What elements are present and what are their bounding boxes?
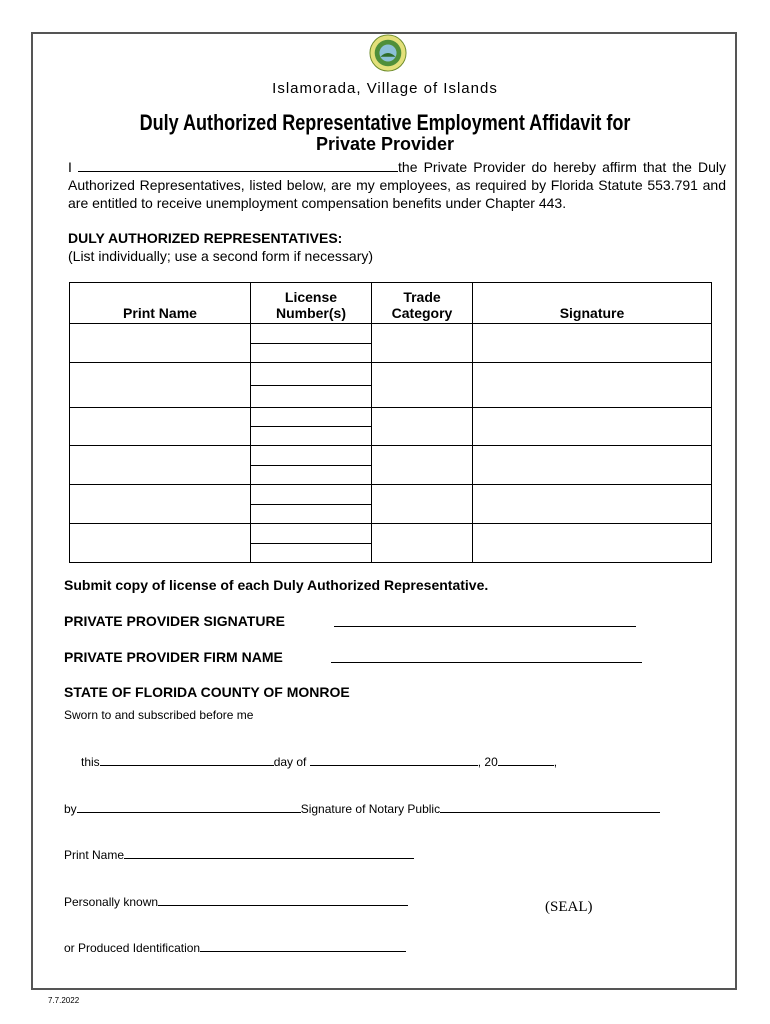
print-name-cell[interactable] [70,524,251,563]
notary-by-line [64,801,660,816]
provider-firm-field[interactable] [331,662,642,663]
table-row [70,408,712,446]
reps-heading: DULY AUTHORIZED REPRESENTATIVES: [68,230,343,246]
day-of-label: day of [273,755,307,769]
trade-cell[interactable] [372,524,473,563]
trade-cell[interactable] [372,363,473,408]
village-seal-icon [369,34,407,72]
signature-cell[interactable] [473,485,712,524]
table-row [70,446,712,485]
print-name-cell[interactable] [70,324,251,363]
col-signature: Signature [473,283,712,324]
print-name-cell[interactable] [70,485,251,524]
year-field[interactable] [498,754,554,766]
license-cell[interactable] [251,485,372,524]
print-name-line [64,847,414,862]
provider-firm-label: PRIVATE PROVIDER FIRM NAME [64,649,283,665]
month-field[interactable] [310,754,478,766]
state-county-line: STATE OF FLORIDA COUNTY OF MONROE [64,684,350,700]
produced-id-label: or Produced Identification [64,941,201,955]
year-suffix: , [553,755,558,769]
produced-id-field[interactable] [200,940,406,952]
personally-known-field[interactable] [158,894,408,906]
day-field[interactable] [100,754,274,766]
print-name-label: Print Name [64,848,125,862]
provider-signature-field[interactable] [334,626,636,627]
notary-date-line [81,754,557,769]
license-cell[interactable] [251,324,372,363]
form-title: Duly Authorized Representative Employment Affidavit for [139,110,631,135]
signature-cell[interactable] [473,524,712,563]
table-row [70,363,712,408]
personally-known-line [64,894,408,909]
signature-cell[interactable] [473,408,712,446]
license-cell[interactable] [251,363,372,408]
signature-cell[interactable] [473,446,712,485]
license-cell[interactable] [251,446,372,485]
table-row [70,524,712,563]
submit-license-note: Submit copy of license of each Duly Authorized Representative. [64,577,489,593]
table-header-row [70,283,712,324]
col-license-numbers: License Number(s) [251,283,372,324]
print-name-cell[interactable] [70,446,251,485]
signature-cell[interactable] [473,324,712,363]
village-name: Islamorada, Village of Islands [272,80,498,97]
license-cell[interactable] [251,524,372,563]
print-name-cell[interactable] [70,408,251,446]
representatives-table [69,282,712,563]
col-trade-category: Trade Category [372,283,473,324]
by-field[interactable] [77,801,301,813]
seal-label: (SEAL) [545,899,593,915]
form-subtitle: Private Provider [315,134,455,154]
table-row [70,324,712,363]
this-label: this [81,755,100,769]
license-cell[interactable] [251,408,372,446]
print-name-field[interactable] [124,847,414,859]
year-prefix: , 20 [477,755,498,769]
print-name-cell[interactable] [70,363,251,408]
notary-signature-label: Signature of Notary Public [300,802,441,816]
affirmation-paragraph [68,158,726,212]
reps-subheading: (List individually; use a second form if necessary) [68,248,374,264]
trade-cell[interactable] [372,485,473,524]
affirm-prefix: I [68,159,72,175]
trade-cell[interactable] [372,408,473,446]
personally-known-label: Personally known [64,895,159,909]
notary-signature-field[interactable] [440,801,660,813]
produced-id-line [64,940,406,955]
form-date: 7.7.2022 [48,996,80,1005]
table-row [70,485,712,524]
provider-signature-label: PRIVATE PROVIDER SIGNATURE [64,613,285,629]
col-print-name: Print Name [70,283,251,324]
trade-cell[interactable] [372,324,473,363]
affirm-text: the Private Provider do hereby affirm that the Duly Authorized Representatives, listed below, are my employees, as required by Florida Statute 553.791 and are entitled to receive unemployment compensation benefits under Chapter 443. [68,159,727,211]
sworn-text: Sworn to and subscribed before me [64,708,254,722]
signature-cell[interactable] [473,363,712,408]
trade-cell[interactable] [372,446,473,485]
provider-name-field[interactable] [78,159,398,172]
by-label: by [64,802,77,816]
